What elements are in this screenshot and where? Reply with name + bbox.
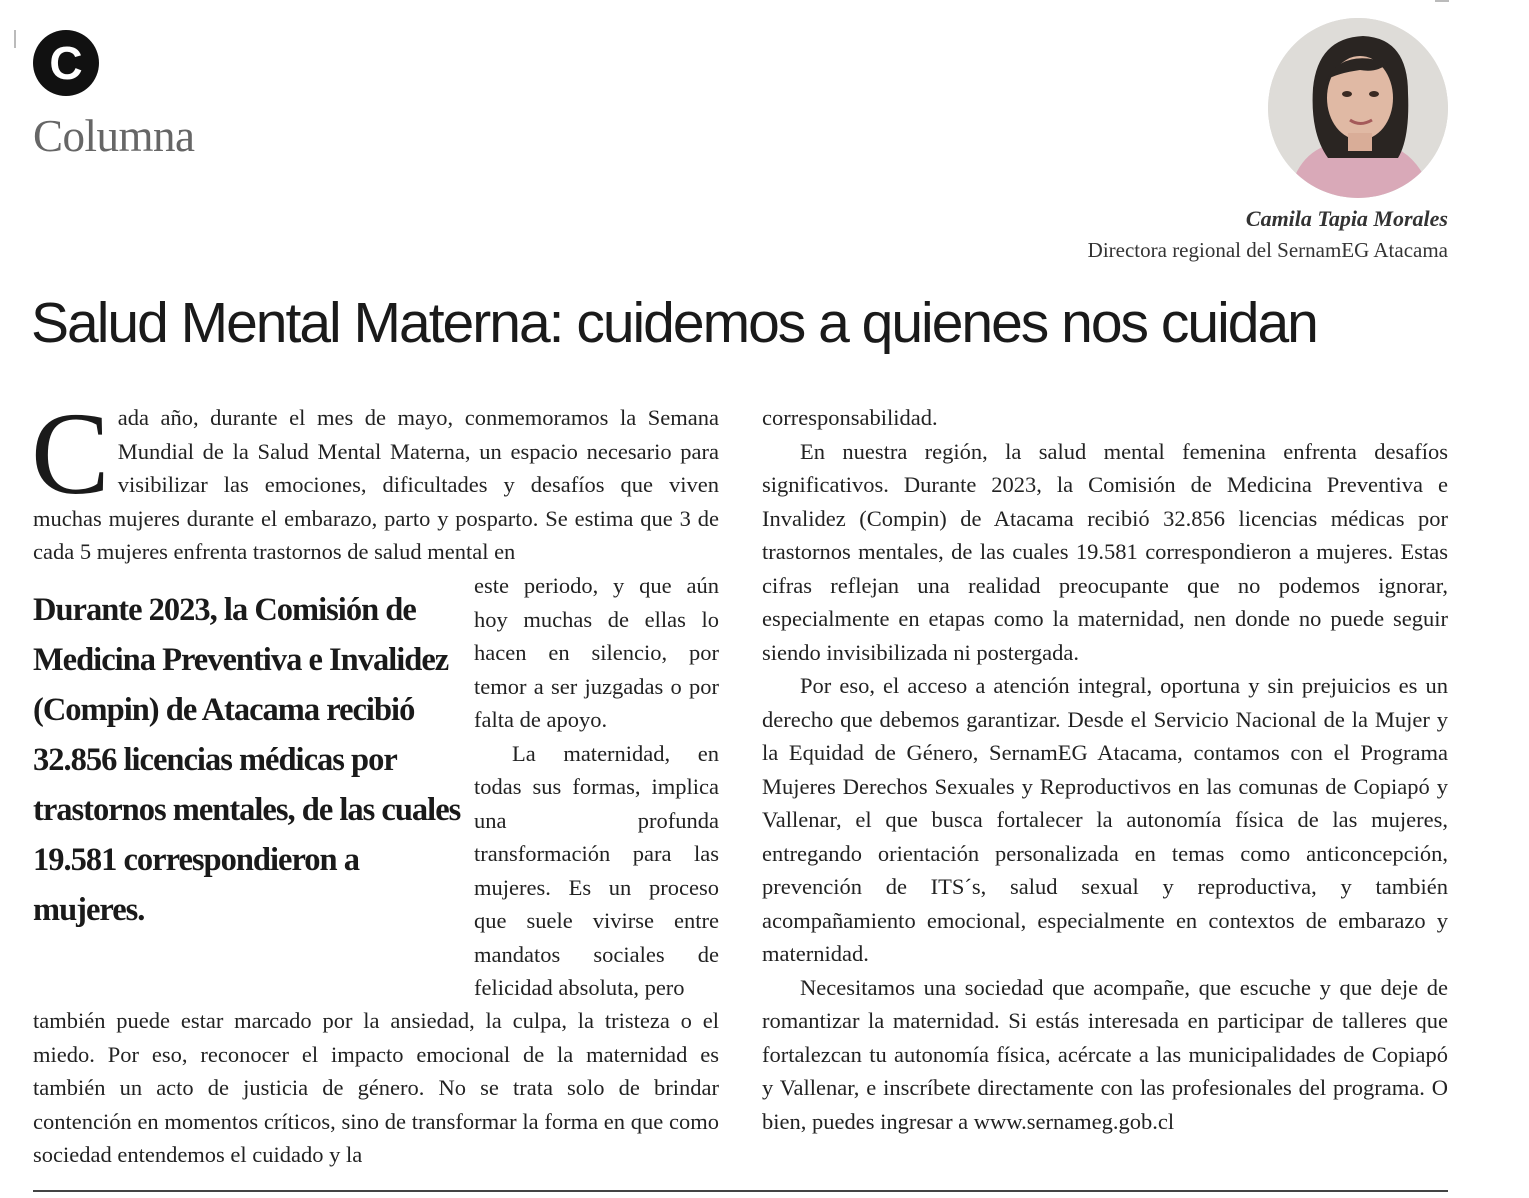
author-role: Directora regional del SernamEG Atacama [1087,238,1448,262]
narrow-column [474,569,719,1005]
section-badge: C [33,30,99,96]
paragraph-text: Necesitamos una sociedad que acompañe, que escuche y que deje de romantizar la maternidad. Si estás interesada en participar de talleres que fortalezcan tu autonomía física, acércate a las municipalidades de Copiapó y Vallenar, e inscríbete directamente con las profesionales del programa. O bien, puedes ingresar a www.sernameg.gob.cl [762,974,1448,1134]
drop-cap: C [31,388,110,519]
bottom-rule [33,1190,1448,1192]
article-paragraph [31,388,719,569]
pull-quote: Durante 2023, la Comisión de Medicina Preventiva e Invalidez (Compin) de Atacama recibió 32.856 licencias médicas por trastornos mentales, de las cuales 19.581 correspondieron a mujeres. [33,592,461,928]
scan-mark [14,30,16,48]
author-photo [1268,18,1448,198]
section-label: Columna [33,111,195,161]
paragraph-text: Por eso, el acceso a atención integral, oportuna y sin prejuicios es un derecho que debemos garantizar. Desde el Servicio Nacional de la Mujer y la Equidad de Género, SernamEG Atacama, contamos con el Programa Mujeres Derechos Sexuales y Reproductivos en las comunas de Copiapó y Vallenar, el que busca fortalecer la autonomía física de las mujeres, entregando orientación personalizada en temas como anticoncepción, prevención de ITS´s, salud sexual y reproductiva, y también acompañamiento emocional, especialmente en contextos de embarazo y maternidad. [762,673,1448,966]
paragraph-text: también puede estar marcado por la ansiedad, la culpa, la tristeza o el miedo. Por eso, reconocer el impacto emocional de la maternidad es también un acto de justicia de género. No se trata solo de brindar contención en momentos críticos, sino de transformar la forma en que como sociedad entendemos el cuidado y la [33,1008,719,1167]
headline: Salud Mental Materna: cuidemos a quienes nos cuidan [31,291,1317,355]
author-portrait-image [1268,18,1448,198]
paragraph-text: corresponsabilidad. [762,405,938,430]
right-column [762,401,1448,1138]
paragraph-text: En nuestra región, la salud mental femenina enfrenta desafíos significativos. Durante 2023, la Comisión de Medicina Preventiva e Invalidez (Compin) de Atacama recibió 32.856 licencias médicas por trastornos mentales, de las cuales 19.581 correspondieron a mujeres. Estas cifras reflejan una realidad preocupante que no podemos ignorar, especialmente en etapas como la maternidad, nen donde no puede seguir siendo invisibilizada ni postergada. [762,438,1448,665]
paragraph-text: La maternidad, en todas sus formas, implica una profunda transformación para las mujeres. Es un proceso que suele vivirse entre mandatos sociales de felicidad absoluta, pero [474,740,719,1000]
paragraph-text: ada año, durante el mes de mayo, conmemoramos la Semana Mundial de la Salud Mental Materna, un espacio necesario para visibilizar las emociones, dificultades y desafíos que viven muchas mujeres durante el embarazo, parto y posparto. Se estima que 3 de cada 5 mujeres enfrenta trastornos de salud mental en [33,405,719,564]
scan-mark [1435,0,1449,2]
paragraph-text: este periodo, y que aún hoy muchas de ellas lo hacen en silencio, por temor a ser juzgadas o por falta de apoyo. [474,573,719,732]
author-name: Camila Tapia Morales [1245,206,1448,231]
article-paragraph [33,1004,719,1172]
